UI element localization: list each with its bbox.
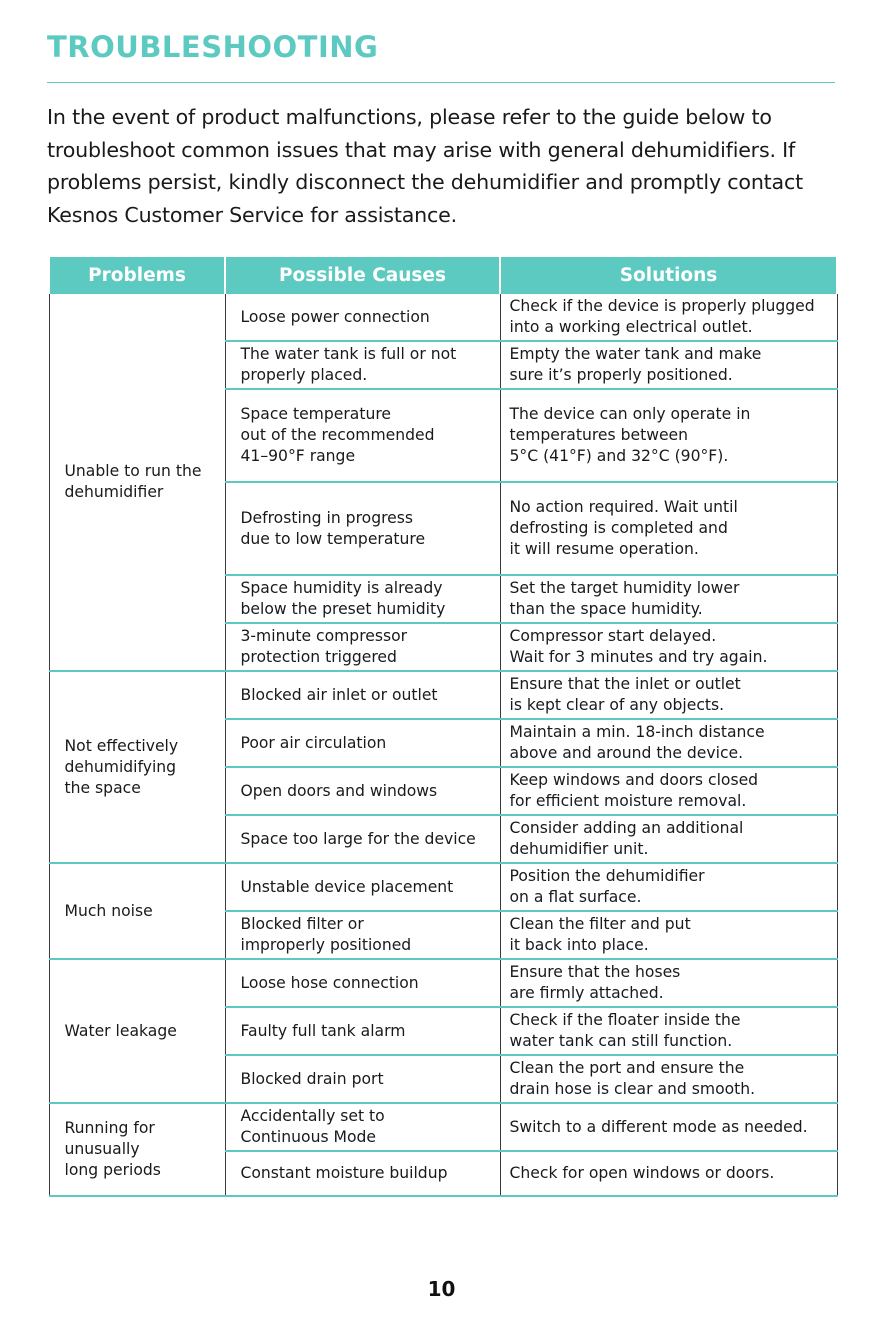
- solution-cell: Switch to a different mode as needed.: [500, 1103, 837, 1151]
- table-row: [49, 863, 837, 911]
- solution-cell: Check if the device is properly plugged into a working electrical outlet.: [500, 294, 837, 341]
- table-row: [49, 671, 837, 719]
- solution-cell: Set the target humidity lower than the space humidity.: [500, 575, 837, 623]
- page-number: 10: [427, 1277, 456, 1301]
- cause-cell: Poor air circulation: [225, 719, 500, 767]
- cause-cell: Faulty full tank alarm: [225, 1007, 500, 1055]
- cause-cell: Defrosting in progress due to low temperature: [225, 482, 500, 575]
- intro-paragraph: In the event of product malfunctions, please refer to the guide below to troubleshoot common issues that may arise with general dehumidifiers. If problems persist, kindly disconnect the dehumidifier and promptly contact Kesnos Customer Service for assistance.: [47, 105, 803, 227]
- cause-cell: Space too large for the device: [225, 815, 500, 863]
- solution-cell: Maintain a min. 18-inch distance above and around the device.: [500, 719, 837, 767]
- cause-cell: Constant moisture buildup: [225, 1151, 500, 1196]
- solution-cell: Ensure that the inlet or outlet is kept clear of any objects.: [500, 671, 837, 719]
- solution-cell: Check for open windows or doors.: [500, 1151, 837, 1196]
- cause-cell: Space temperature out of the recommended 41–90°F range: [225, 389, 500, 482]
- problem-cell: Much noise: [49, 863, 225, 959]
- page-title: TROUBLESHOOTING: [47, 30, 379, 64]
- solution-cell: No action required. Wait until defrosting is completed and it will resume operation.: [500, 482, 837, 575]
- solution-cell: Consider adding an additional dehumidifier unit.: [500, 815, 837, 863]
- cause-cell: Open doors and windows: [225, 767, 500, 815]
- table-row: [49, 294, 837, 341]
- solution-cell: Position the dehumidifier on a flat surface.: [500, 863, 837, 911]
- solution-cell: The device can only operate in temperatures between 5°C (41°F) and 32°C (90°F).: [500, 389, 837, 482]
- solution-cell: Check if the floater inside the water tank can still function.: [500, 1007, 837, 1055]
- troubleshooting-table: [48, 257, 838, 1197]
- cause-cell: Unstable device placement: [225, 863, 500, 911]
- cause-cell: Loose hose connection: [225, 959, 500, 1007]
- title-divider: [47, 82, 835, 83]
- cause-cell: Blocked drain port: [225, 1055, 500, 1103]
- solution-cell: Ensure that the hoses are firmly attached.: [500, 959, 837, 1007]
- solution-cell: Clean the port and ensure the drain hose is clear and smooth.: [500, 1055, 837, 1103]
- problem-cell: Unable to run the dehumidifier: [49, 294, 225, 671]
- table-header-row: [49, 257, 837, 294]
- problem-cell: Running for unusually long periods: [49, 1103, 225, 1196]
- solution-cell: Clean the filter and put it back into place.: [500, 911, 837, 959]
- header-solutions: Solutions: [500, 257, 837, 294]
- cause-cell: The water tank is full or not properly placed.: [225, 341, 500, 389]
- solution-cell: Keep windows and doors closed for efficient moisture removal.: [500, 767, 837, 815]
- cause-cell: Blocked air inlet or outlet: [225, 671, 500, 719]
- solution-cell: Compressor start delayed. Wait for 3 minutes and try again.: [500, 623, 837, 671]
- problem-cell: Water leakage: [49, 959, 225, 1103]
- problem-cell: Not effectively dehumidifying the space: [49, 671, 225, 863]
- cause-cell: 3-minute compressor protection triggered: [225, 623, 500, 671]
- table-row: [49, 959, 837, 1007]
- cause-cell: Loose power connection: [225, 294, 500, 341]
- cause-cell: Space humidity is already below the preset humidity: [225, 575, 500, 623]
- cause-cell: Accidentally set to Continuous Mode: [225, 1103, 500, 1151]
- cause-cell: Blocked filter or improperly positioned: [225, 911, 500, 959]
- header-possible-causes: Possible Causes: [225, 257, 500, 294]
- header-problems: Problems: [49, 257, 225, 294]
- solution-cell: Empty the water tank and make sure it’s properly positioned.: [500, 341, 837, 389]
- table-row: [49, 1103, 837, 1151]
